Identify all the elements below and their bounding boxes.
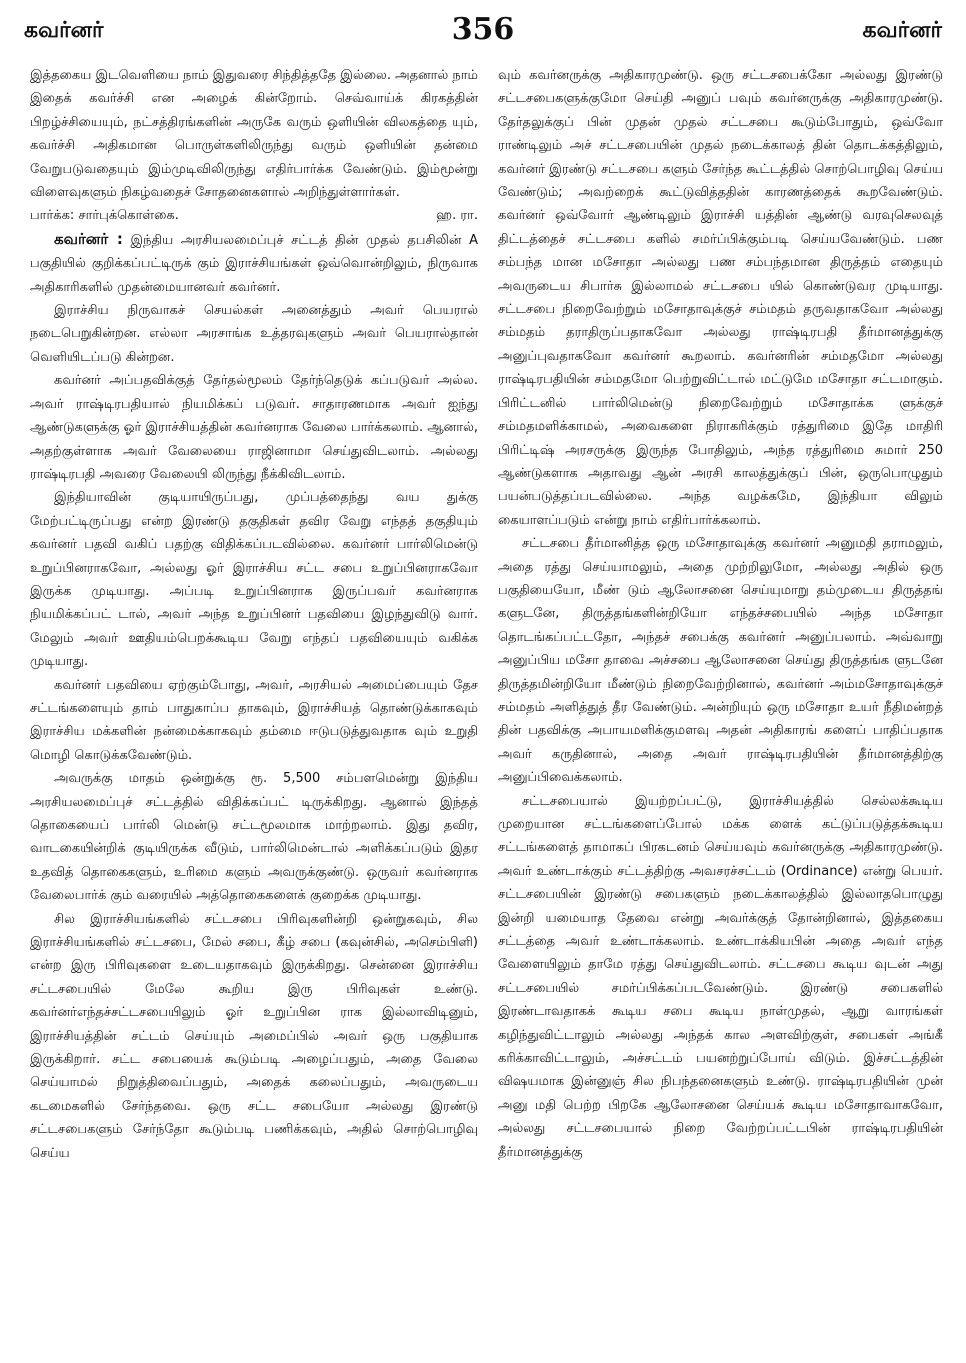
entry-term: கவர்னர் : xyxy=(54,229,123,248)
crossref-line xyxy=(30,204,478,227)
paragraph: வும் கவர்னருக்கு அதிகாரமுண்டு. ஒரு சட்டசபைக்கோ அல்லது இரண்டு சட்டசபைகளுக்குமோ செய்தி அனுப் பவும் கவர்னருக்கு அதிகாரமுண்டு. தேர்தலுக்குப் பின் முதன் முதல் சட்டசபை கூடும்போதும், ஒவ்வோ ராண்டிலும் அச் சட்டசபையின் முதல் நடைக்காலத் தின் தொடக்கத்திலும், கவர்னர் இரண்டு சட்டசபை களும் சேர்ந்த கூட்டத்தில் சொற்பொழிவு செய்ய வேண்டும்; அவற்றைக் கூட்டுவித்ததின் காரணத்தைக் கூறவேண்டும். கவர்னர் ஒவ்வோர் ஆண்டிலும் இராச்சி யத்தின் ஆண்டு வரவுசெலவுத் திட்டத்தைச் சட்டசபை களில் சமர்ப்பிக்கும்படி செய்யவேண்டும். பண சம்பந்த மான மசோதா அல்லது பண சம்பந்தமான திருத்தம் எதையும் அவருடைய சிபார்சு இல்லாமல் சட்டசபை யில் கொண்டுவர முடியாது. சட்டசபை நிறைவேற்றும் மசோதாவுக்குச் சம்மதம் தருவதாகவோ அல்லது சம்மதம் தராதிருப்பதாகவோ அல்லது ராஷ்டிரபதி தீர்மானத்துக்கு அனுப்புவதாகவோ கவர்னர் கூறலாம். கவர்னரின் சம்மதமோ அல்லது ராஷ்டிரபதியின் சம்மதமோ பெற்றுவிட்டால் மட்டுமே மசோதா சட்டமாகும். பிரிட்டனில் பார்லிமென்டு நிறைவேற்றும் மசோதாக்க ளுக்குச் சம்மதமளிக்காமல், அவைகளை நிராகரிக்கும் ரத்துரிமை இதே மாதிரி பிரிட்டிஷ் அரசருக்கு இருந்த போதிலும், அந்த ரத்துரிமை சுமார் 250 ஆண்டுகளாக அதாவது ஆன் அரசி காலத்துக்குப் பின், ஒருபொழுதும் பயன்படுத்தப்படவில்லை. அந்த வழக்கமே, இந்தியா விலும் கையாளப்படும் என்று நாம் எதிர்பார்க்கலாம். xyxy=(498,68,943,528)
crossref-text: பார்க்க: சார்புக்கொள்கை. xyxy=(30,208,179,224)
entry-paragraph xyxy=(30,228,478,299)
author-initials: ஹ. ரா. xyxy=(436,208,478,224)
paragraph: அவருக்கு மாதம் ஒன்றுக்கு ரூ. 5,500 சம்பளமென்று இந்திய அரசியலமைப்புச் சட்டத்தில் விதிக்கப்பட் டிருக்கிறது. ஆனால் இந்தத் தொகையைப் பார்லி மென்டு சட்டமூலமாக மாற்றலாம். இது தவிர, வாடகையின்றிக் குடியிருக்க வீடும், பார்லிமென்டால் அளிக்கப்படும் இதர உதவித் தொகைகளும், உரிமை களும் அவருக்குண்டு. ஒருவர் கவர்னராக வேலைபார்க் கும் வரையில் அத்தொகைகளைக் குறைக்க முடியாது. xyxy=(30,771,478,904)
paragraph: சட்டசபை தீர்மானித்த ஒரு மசோதாவுக்கு கவர்னர் அனுமதி தராமலும், அதை ரத்து செய்யாமலும், அதை முற்றிலுமோ, அல்லது அதில் ஒரு பகுதியையோ, மீண் டும் ஆலோசனை செய்யுமாறு தம்முடைய திருத்தங் களுடனே, திருத்தங்களின்றியோ எந்தச்சபையில் அந்த மசோதா தொடங்கப்பட்டதோ, அந்தச் சபைக்கு கவர்னர் அனுப்பலாம். அவ்வாறு அனுப்பிய மசோ தாவை அச்சபை ஆலோசனை செய்து திருத்தங்க ளுடனே திருத்தமின்றியோ மீண்டும் நிறைவேற்றினால், கவர்னர் அம்மசோதாவுக்குச் சம்மதம் அளித்துத் தீர வேண்டும். அன்றியும் ஒரு மசோதா உயர் நீதிமன்றத் தின் பதவிக்கு அபாயமளிக்குமளவு அதன் அதிகாரங் களைப் பாதிப்பதாக அவர் கருதினால், அதை அவர் ராஷ்டிரபதியின் தீர்மானத்திற்கு அனுப்பிவைக்கலாம். xyxy=(498,536,943,786)
paragraph: சட்டசபையால் இயற்றப்பட்டு, இராச்சியத்தில் செல்லக்கூடிய முறையான சட்டங்களைப்போல் மக்க ளைக் கட்டுப்படுத்தக்கூடிய சட்டங்களைத் தாமாகப் பிரகடனம் செய்யவும் கவர்னருக்கு அதிகாரமுண்டு. அவர் உண்டாக்கும் சட்டத்திற்கு அவசரச்சட்டம் (Ordinance) என்று பெயர். சட்டசபையின் இரண்டு சபைகளும் நடைக்காலத்தில் இல்லாதபொழுது இன்றி யமையாத தேவை என்று அவர்க்குத் தோன்றினால், இத்தகைய சட்டத்தை அவர் உண்டாக்கலாம். உண்டாக்கியபின் அதை அவர் எந்த வேளையிலும் தாமே ரத்து செய்துவிடலாம். சட்டசபை கூடிய வுடன் அது சட்டசபையில் சமர்ப்பிக்கப்படவேண்டும். இரண்டு சபைகளில் இரண்டாவதாகக் கூடிய சபை கூடிய நாள்முதல், ஆறு வாரங்கள் கழிந்துவிட்டாலும் அல்லது அந்தக் கால அளவிற்குள், சபைகள் அங்கீ கரிக்காவிட்டாலும், அச்சட்டம் பயனற்றுப்போய் விடும். இச்சட்டத்தின் விஷயமாக இன்னுஞ் சில நிபந்தனைகளும் உண்டு. ராஷ்டிரபதியின் முன் அனு மதி பெற்ற பிறகே ஆலோசனை செய்யக் கூடிய மசோதாவாகவோ, அல்லது சட்டசபையால் நிறை வேற்றப்பட்டபின் ராஷ்டிரபதியின் தீர்மானத்துக்கு xyxy=(498,793,943,1160)
running-head-right: கவர்னர் xyxy=(862,18,942,43)
left-column xyxy=(30,64,478,1354)
paragraph: இத்தகைய இடவெளியை நாம் இதுவரை சிந்தித்ததே இல்லை. அதனால் நாம் இதைக் கவர்ச்சி என அழைக் கின்றோம். செவ்வாய்க் கிரகத்தின் பிறழ்ச்சியையும், நட்சத்திரங்களின் அருகே வரும் ஒளியின் விலகத்தை யும், கவர்ச்சி அதிகமான பொருள்களிலிருந்து வரும் ஒளியின் தன்மை வேறுபடுவதையும் இம்முடிவிலிருந்து எதிர்பார்க்க வேண்டும். இம்மூன்று விளைவுகளும் நிகழ்வதைச் சோதனைகளால் அறிந்துள்ளார்கள். xyxy=(30,68,478,201)
page-header xyxy=(22,12,944,52)
paragraph: கவர்னர் அப்பதவிக்குத் தேர்தல்மூலம் தேர்ந்தெடுக் கப்படுவர் அல்ல. அவர் ராஷ்டிரபதியால் நியமிக்கப் படுவர். சாதாரணமாக அவர் ஐந்து ஆண்டுகளுக்கு ஓர் இராச்சியத்தின் கவர்னராக வேலை பார்க்கலாம். ஆனால், அதற்குள்ளாக அவர் வேலையை ராஜினாமா செய்துவிடலாம். அல்லது ராஷ்டிரபதி அவரை வேலையி லிருந்து நீக்கிவிடலாம். xyxy=(30,373,478,482)
page-number: 356 xyxy=(451,12,515,47)
paragraph: இந்தியாவின் குடியாயிருப்பது, முப்பத்தைந்து வய துக்கு மேற்பட்டிருப்பது என்ற இரண்டு தகுதிகள் தவிர வேறு எந்தத் தகுதியும் கவர்னர் பதவி வகிப் பதற்கு விதிக்கப்படவில்லை. கவர்னர் பார்லிமென்டு உறுப்பினராகவோ, அல்லது ஓர் இராச்சிய சட்ட சபை உறுப்பினராகவோ இருக்க முடியாது. அப்படி உறுப்பினராக இருப்பவர் கவர்னராக நியமிக்கப்பட் டால், அவர் அந்த உறுப்பினர் பதவியை இழந்துவிடு வார். மேலும் அவர் ஊதியம்பெறக்கூடிய வேறு எந்தப் பதவியையும் வகிக்க முடியாது. xyxy=(30,490,478,670)
paragraph: இராச்சிய நிருவாகச் செயல்கள் அனைத்தும் அவர் பெயரால் நடைபெறுகின்றன. எல்லா அரசாங்க உத்தரவுகளும் அவர் பெயரால்தான் வெளியிடப்படு கின்றன. xyxy=(30,303,478,365)
paragraph: சில இராச்சியங்களில் சட்டசபை பிரிவுகளின்றி ஒன்றுகவும், சில இராச்சியங்களில் சட்டசபை, மேல் சபை, கீழ் சபை (கவுன்சில், அசெம்பிளி) என்ற இரு பிரிவுகளை உடையதாகவும் இருக்கிறது. சென்னை இராச்சிய சட்டசபையில் மேலே கூறிய இரு பிரிவுகள் உண்டு. கவர்னர்எந்தச்சட்டசபையிலும் ஓர் உறுப்பின ராக இல்லாவிடினும், இராச்சியத்தின் சட்டம் செய்யும் அமைப்பில் அவர் ஒரு பகுதியாக இருக்கிறார். சட்ட சபையைக் கூடும்படி அழைப்பதும், அதை வேலை செய்யாமல் நிறுத்திவைப்பதும், அதைக் கலைப்பதும், அவருடைய கடமைகளில் சேர்ந்தவை. ஒரு சட்ட சபையோ அல்லது இரண்டு சட்டசபைகளும் சேர்ந்தோ கூடும்படி பணிக்கவும், அதில் சொற்பொழிவு செய்ய xyxy=(30,911,478,1161)
running-head-left: கவர்னர் xyxy=(24,18,104,43)
entry-text: இந்திய அரசியலமைப்புச் சட்டத் தின் முதல் தபசிலின் A பகுதியில் குறிக்கப்பட்டிருக் கும் இராச்சியங்கள் ஒவ்வொன்றிலும், நிருவாக அதிகாரிகளில் முதன்மையானவர் கவர்னர். xyxy=(30,232,478,295)
paragraph: கவர்னர் பதவியை ஏற்கும்போது, அவர், அரசியல் அமைப்பையும் தேச சட்டங்களையும் தாம் பாதுகாப்ப தாகவும், இராச்சியத் தொண்டுக்காகவும் இராச்சிய மக்களின் நன்மைக்காகவும் தம்மை ஈடுபடுத்துவதாக வும் உறுதி மொழி கொடுக்கவேண்டும். xyxy=(30,677,478,763)
right-column xyxy=(498,64,943,1354)
